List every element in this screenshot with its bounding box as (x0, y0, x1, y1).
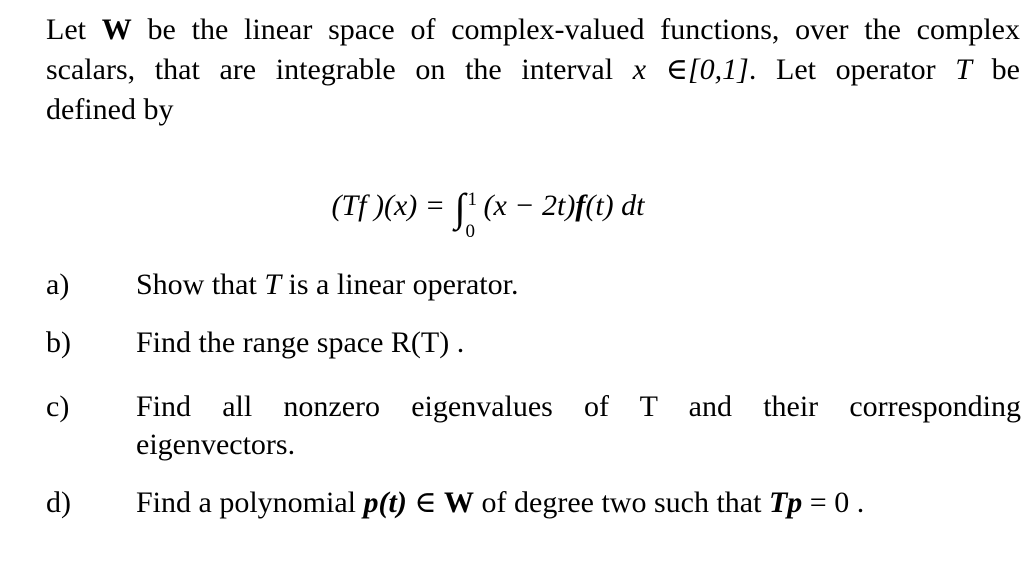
problem-intro (46, 10, 1020, 130)
interval: x ∈[0,1] (632, 53, 749, 86)
integral-sign: ∫ (454, 185, 466, 230)
question-label: d) (46, 486, 71, 519)
question-label: b) (46, 326, 71, 359)
intro-line-3: defined by (46, 93, 174, 126)
integral-limits (465, 188, 483, 243)
question-label: a) (46, 268, 70, 301)
operator-definition-equation (0, 182, 1024, 243)
question-text: Find a polynomial p(t) ∈ W of degree two such that Tp = 0 . (136, 486, 865, 519)
space-symbol-W: W (101, 13, 132, 46)
question-text: Find the range space R(T) . (136, 326, 465, 359)
question-text: Show that T is a linear operator. (136, 268, 519, 301)
integrand-rest: (t) dt (585, 189, 645, 222)
intro-line-1: Let W be the linear space of complex-valued functions, over the complex (46, 13, 1020, 46)
integrand: (x − 2t) (483, 189, 576, 222)
intro-line-2: scalars, that are integrable on the interval x ∈[0,1]. Let operator T be (46, 53, 1020, 86)
upper-limit: 1 (467, 189, 477, 211)
equation-lhs: (Tf )(x) = (331, 189, 446, 222)
question-label: c) (46, 390, 70, 423)
question-text: Find all nonzero eigenvalues of T and their corresponding eigenvectors. (136, 390, 1021, 461)
function-f: f (575, 189, 586, 222)
operator-symbol-T: T (955, 53, 972, 86)
polynomial-p: p(t) (363, 486, 407, 519)
lower-limit: 0 (465, 221, 475, 243)
